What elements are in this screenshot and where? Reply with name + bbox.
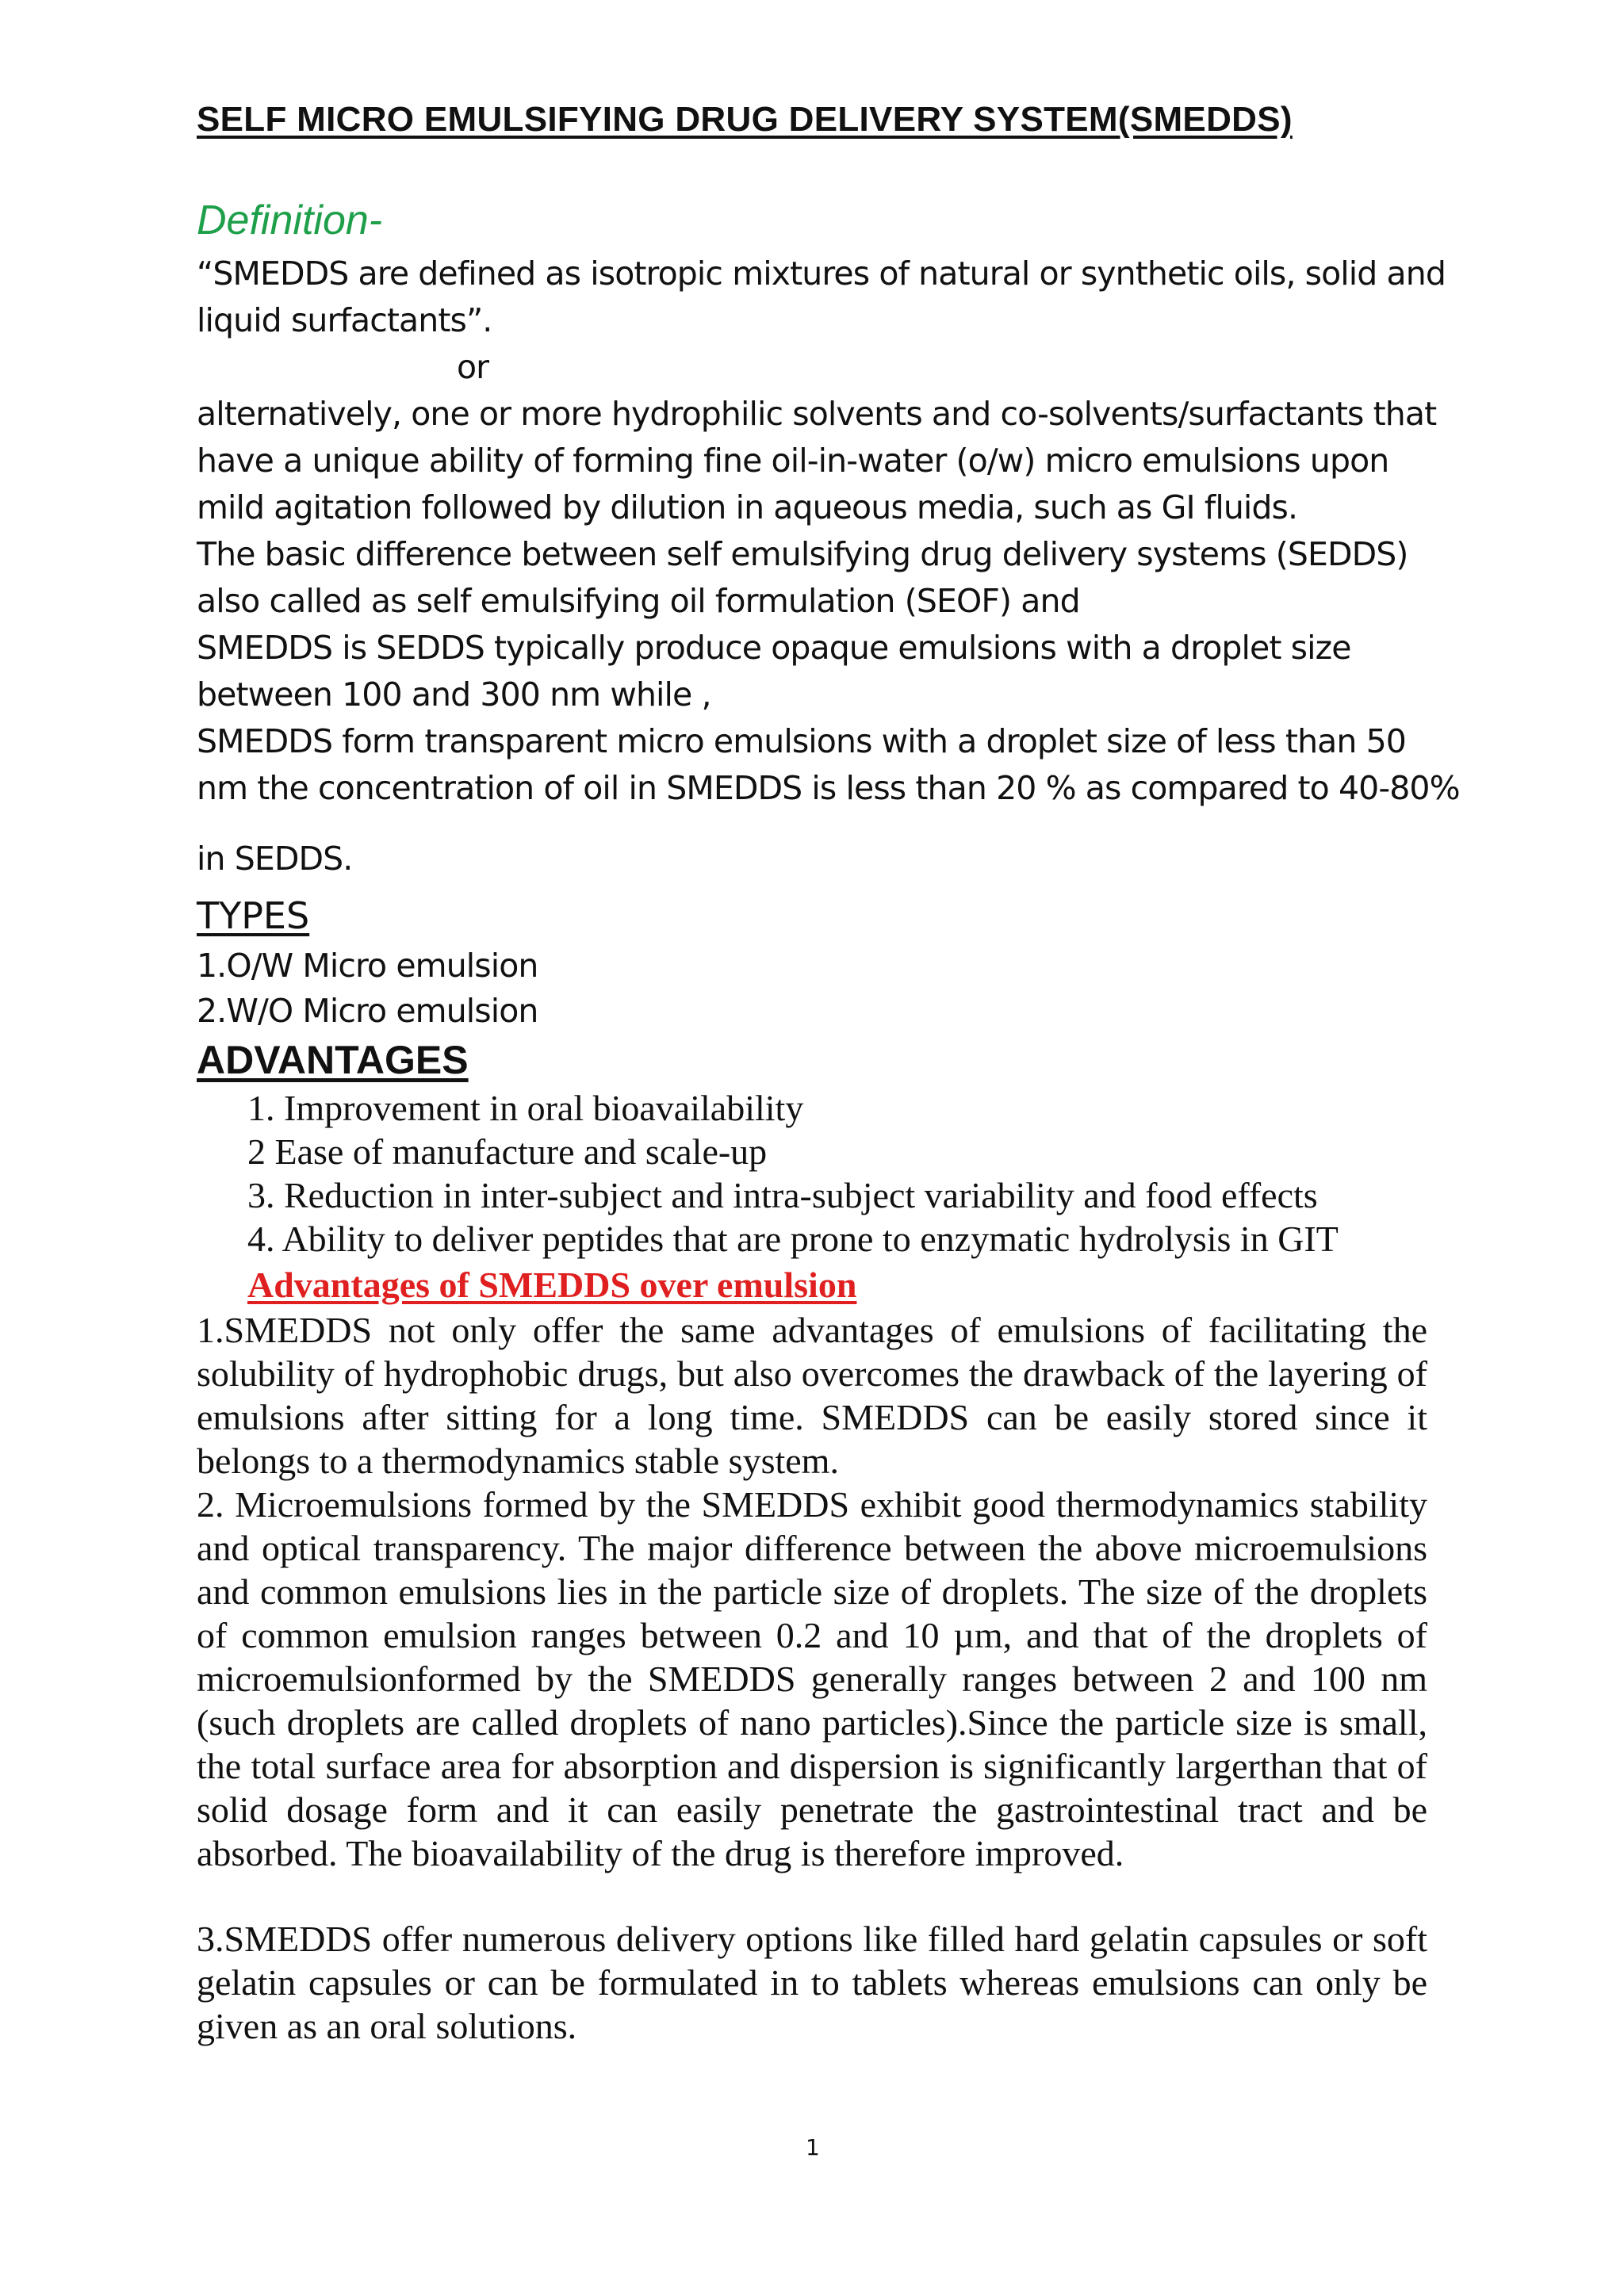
types-item: 1.O/W Micro emulsion xyxy=(197,947,538,985)
definition-line: between 100 and 300 nm while , xyxy=(197,675,711,714)
definition-line: have a unique ability of forming fine oil-in-water (o/w) micro emulsions upon xyxy=(197,442,1389,480)
definition-line: in SEDDS. xyxy=(197,840,353,878)
advantages-item: 3. Reduction in inter-subject and intra-subject variability and food effects xyxy=(247,1175,1318,1215)
types-item: 2.W/O Micro emulsion xyxy=(197,992,538,1030)
page-number: 1 xyxy=(806,2134,820,2160)
advantage-paragraph: 2. Microemulsions formed by the SMEDDS exhibit good thermodynamics stability and optical transparency. The major difference between the above microemulsions and common emulsions lies in the particle size of droplets. The size of the droplets of common emulsion ranges between 0.2 and 10 µm, and that of the droplets of microemulsionformed by the SMEDDS generally ranges between 2 and 100 nm (such droplets are called droplets of nano particles).Since the particle size is small, the total surface area for absorption and dispersion is significantly largerthan that of solid dosage form and it can easily penetrate the gastrointestinal tract and be absorbed. The bioavailability of the drug is therefore improved. xyxy=(197,1484,1427,1873)
types-list xyxy=(197,943,538,1034)
page-title: SELF MICRO EMULSIFYING DRUG DELIVERY SYSTEM(SMEDDS) xyxy=(197,100,1293,139)
advantages-heading: ADVANTAGES xyxy=(197,1038,469,1082)
advantage-paragraph: 1.SMEDDS not only offer the same advantages of emulsions of facilitating the solubility of hydrophobic drugs, but also overcomes the drawback of the layering of emulsions after sitting for a long time. SMEDDS can be easily stored since it belongs to a thermodynamics stable system. xyxy=(197,1310,1427,1481)
definition-text xyxy=(197,251,1460,882)
definition-line: nm the concentration of oil in SMEDDS is less than 20 % as compared to 40-80% xyxy=(197,769,1460,807)
advantages-item: 4. Ability to deliver peptides that are prone to enzymatic hydrolysis in GIT xyxy=(247,1219,1339,1259)
advantages-item: 1. Improvement in oral bioavailability xyxy=(247,1088,804,1128)
definition-line: mild agitation followed by dilution in aqueous media, such as GI fluids. xyxy=(197,488,1298,526)
advantages-item: 2 Ease of manufacture and scale-up xyxy=(247,1131,768,1172)
definition-heading: Definition- xyxy=(197,197,383,243)
advantages-list xyxy=(247,1086,1339,1261)
or-separator: or xyxy=(457,348,489,386)
definition-line: also called as self emulsifying oil formulation (SEOF) and xyxy=(197,582,1080,620)
definition-line: SMEDDS form transparent micro emulsions with a droplet size of less than 50 xyxy=(197,722,1406,760)
definition-line: liquid surfactants”. xyxy=(197,301,492,339)
definition-line: The basic difference between self emulsifying drug delivery systems (SEDDS) xyxy=(197,535,1408,573)
definition-line: alternatively, one or more hydrophilic solvents and co-solvents/surfactants that xyxy=(197,395,1437,433)
advantage-paragraph: 3.SMEDDS offer numerous delivery options like filled hard gelatin capsules or soft gelatin capsules or can be formulated in to tablets whereas emulsions can only be given as an oral solutions. xyxy=(197,1919,1427,2046)
definition-line: “SMEDDS are defined as isotropic mixtures of natural or synthetic oils, solid and xyxy=(197,254,1446,293)
definition-line: SMEDDS is SEDDS typically produce opaque emulsions with a droplet size xyxy=(197,629,1351,667)
types-heading: TYPES xyxy=(197,894,310,937)
smedds-vs-emulsion-heading: Advantages of SMEDDS over emulsion xyxy=(247,1265,857,1305)
